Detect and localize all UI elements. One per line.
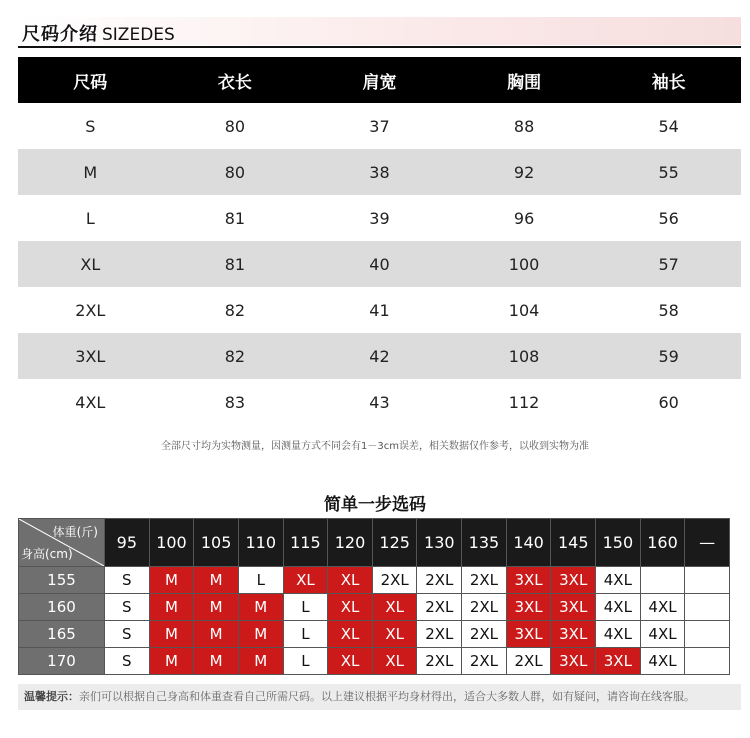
table-row xyxy=(18,379,741,425)
recommended-size-cell: M xyxy=(149,594,194,621)
recommended-size-cell: XL xyxy=(328,648,373,675)
table-row xyxy=(19,567,730,594)
recommended-size-cell: M xyxy=(149,621,194,648)
weight-header-cell: 105 xyxy=(194,519,239,567)
recommended-size-cell: 2XL xyxy=(462,648,507,675)
weight-header-cell: 115 xyxy=(283,519,328,567)
recommended-size-cell: M xyxy=(194,621,239,648)
recommended-size-cell: 3XL xyxy=(551,621,596,648)
size-cell: S xyxy=(85,116,96,136)
recommended-size-cell: XL xyxy=(328,594,373,621)
recommended-size-cell: M xyxy=(194,594,239,621)
size-cell: 2XL xyxy=(75,300,106,320)
size-cell: L xyxy=(85,208,95,228)
corner-cell xyxy=(19,519,105,567)
recommended-size-cell: 4XL xyxy=(596,594,641,621)
size-cell: 81 xyxy=(224,208,246,228)
recommended-size-cell: S xyxy=(105,594,150,621)
recommended-size-cell: 4XL xyxy=(640,621,685,648)
weight-header-cell: 145 xyxy=(551,519,596,567)
recommended-size-cell: 3XL xyxy=(506,621,551,648)
size-cell: 54 xyxy=(658,116,679,136)
size-cell: 83 xyxy=(224,392,246,412)
size-column-header: 袖长 xyxy=(596,57,741,103)
weight-header-row xyxy=(19,519,730,567)
size-cell: M xyxy=(18,149,163,195)
size-cell: 3XL xyxy=(18,333,163,379)
recommended-size-cell xyxy=(685,648,730,675)
recommended-size-cell: M xyxy=(194,648,239,675)
recommended-size-cell: 4XL xyxy=(640,648,685,675)
recommended-size-cell: 4XL xyxy=(596,567,641,594)
size-cell: 58 xyxy=(658,300,679,320)
size-cell: 39 xyxy=(369,208,390,228)
weight-header-cell: 125 xyxy=(372,519,417,567)
recommended-size-cell: XL xyxy=(372,648,417,675)
page-subtitle: SIZEDES xyxy=(102,25,175,45)
size-cell: 55 xyxy=(596,149,741,195)
size-cell: 38 xyxy=(307,149,452,195)
recommended-size-cell: L xyxy=(283,594,328,621)
size-cell: 82 xyxy=(163,333,308,379)
table-row xyxy=(18,195,741,241)
size-column-header: 衣长 xyxy=(163,57,308,103)
recommended-size-cell: 2XL xyxy=(417,594,462,621)
size-cell: XL xyxy=(18,241,163,287)
recommended-size-cell: 4XL xyxy=(596,621,641,648)
weight-header-cell: — xyxy=(685,519,730,567)
size-cell: 42 xyxy=(307,333,452,379)
size-selector-table xyxy=(18,518,730,675)
recommended-size-cell xyxy=(640,567,685,594)
size-table xyxy=(18,57,741,425)
size-cell: 112 xyxy=(508,392,540,412)
selector-title: 简单一步选码 xyxy=(324,495,426,515)
size-cell: 57 xyxy=(596,241,741,287)
height-cell: 160 xyxy=(19,594,105,621)
section-header xyxy=(0,0,750,48)
table-row xyxy=(18,103,741,149)
recommended-size-cell: 2XL xyxy=(417,567,462,594)
weight-axis-label: 体重(斤) xyxy=(52,525,98,539)
recommended-size-cell xyxy=(685,621,730,648)
size-cell: 108 xyxy=(452,333,597,379)
tip-label: 温馨提示： xyxy=(24,690,79,703)
recommended-size-cell: 2XL xyxy=(462,621,507,648)
recommended-size-cell: 2XL xyxy=(372,567,417,594)
tip-text: 亲们可以根据自己身高和体重查看自己所需尺码。以上建议根据平均身材得出，适合大多数人群，如有疑问，请咨询在线客服。 xyxy=(79,690,695,703)
size-cell: 80 xyxy=(163,149,308,195)
tip-bar xyxy=(18,684,741,710)
weight-header-cell: 110 xyxy=(238,519,283,567)
recommended-size-cell: M xyxy=(238,594,283,621)
recommended-size-cell: L xyxy=(283,648,328,675)
recommended-size-cell: XL xyxy=(328,567,373,594)
recommended-size-cell: S xyxy=(105,648,150,675)
measurement-note: 全部尺寸均为实物测量，因测量方式不同会有1－3cm误差，相关数据仅作参考，以收到实物为准 xyxy=(161,441,589,452)
size-cell: 81 xyxy=(163,241,308,287)
size-cell: 4XL xyxy=(75,392,106,412)
header-divider xyxy=(18,46,741,48)
table-row xyxy=(19,621,730,648)
recommended-size-cell: 2XL xyxy=(417,621,462,648)
weight-header-cell: 130 xyxy=(417,519,462,567)
size-cell: 60 xyxy=(658,392,679,412)
size-cell: 41 xyxy=(369,300,390,320)
size-table-header xyxy=(18,57,741,103)
size-cell: 96 xyxy=(513,208,535,228)
page-title: 尺码介绍 SIZEDES xyxy=(22,24,175,45)
size-cell: 82 xyxy=(224,300,246,320)
recommended-size-cell: 3XL xyxy=(596,648,641,675)
size-column-header: 胸围 xyxy=(452,57,597,103)
recommended-size-cell: 2XL xyxy=(506,648,551,675)
size-cell: 43 xyxy=(369,392,390,412)
size-cell: 40 xyxy=(307,241,452,287)
recommended-size-cell: 3XL xyxy=(551,594,596,621)
table-row xyxy=(18,149,741,195)
height-cell: 165 xyxy=(19,621,105,648)
size-column-header: 肩宽 xyxy=(307,57,452,103)
recommended-size-cell xyxy=(685,567,730,594)
weight-header-cell: 160 xyxy=(640,519,685,567)
table-row xyxy=(18,287,741,333)
recommended-size-cell: S xyxy=(105,621,150,648)
recommended-size-cell: 2XL xyxy=(462,567,507,594)
recommended-size-cell: M xyxy=(238,648,283,675)
recommended-size-cell: S xyxy=(105,567,150,594)
size-column-header: 尺码 xyxy=(18,57,163,103)
recommended-size-cell: M xyxy=(238,621,283,648)
recommended-size-cell: 2XL xyxy=(417,648,462,675)
recommended-size-cell: 3XL xyxy=(551,648,596,675)
recommended-size-cell xyxy=(685,594,730,621)
recommended-size-cell: XL xyxy=(328,621,373,648)
height-axis-label: 身高(cm) xyxy=(21,547,73,561)
weight-header-cell: 135 xyxy=(462,519,507,567)
recommended-size-cell: 2XL xyxy=(462,594,507,621)
recommended-size-cell: 3XL xyxy=(506,594,551,621)
table-row xyxy=(19,594,730,621)
height-cell: 170 xyxy=(19,648,105,675)
recommended-size-cell: M xyxy=(194,567,239,594)
weight-header-cell: 150 xyxy=(596,519,641,567)
size-cell: 88 xyxy=(513,116,535,136)
height-cell: 155 xyxy=(19,567,105,594)
recommended-size-cell: XL xyxy=(283,567,328,594)
table-row xyxy=(18,333,741,379)
size-cell: 80 xyxy=(224,116,246,136)
recommended-size-cell: XL xyxy=(372,594,417,621)
weight-header-cell: 120 xyxy=(328,519,373,567)
recommended-size-cell: M xyxy=(149,648,194,675)
recommended-size-cell: L xyxy=(238,567,283,594)
table-row xyxy=(19,648,730,675)
recommended-size-cell: M xyxy=(149,567,194,594)
size-cell: 92 xyxy=(452,149,597,195)
size-cell: 37 xyxy=(369,116,390,136)
size-cell: 104 xyxy=(508,300,540,320)
recommended-size-cell: 3XL xyxy=(551,567,596,594)
recommended-size-cell: XL xyxy=(372,621,417,648)
size-cell: 59 xyxy=(596,333,741,379)
weight-header-cell: 100 xyxy=(149,519,194,567)
recommended-size-cell: L xyxy=(283,621,328,648)
size-cell: 56 xyxy=(658,208,679,228)
weight-header-cell: 140 xyxy=(506,519,551,567)
size-cell: 100 xyxy=(452,241,597,287)
weight-header-cell: 95 xyxy=(105,519,150,567)
recommended-size-cell: 4XL xyxy=(640,594,685,621)
table-row xyxy=(18,241,741,287)
recommended-size-cell: 3XL xyxy=(506,567,551,594)
